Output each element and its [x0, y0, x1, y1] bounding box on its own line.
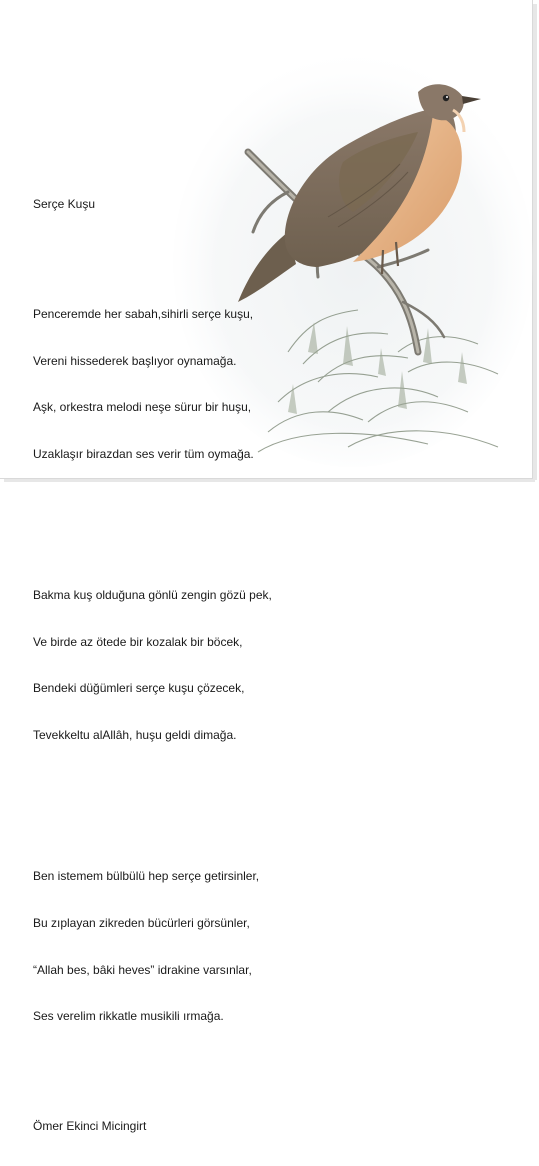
stanza-1 [33, 276, 272, 494]
poem-line: Uzaklaşır birazdan ses verir tüm oymağa. [33, 447, 254, 462]
poem-line: Bu zıplayan zikreden bücürleri görsünler, [33, 915, 250, 930]
poem-title: Serçe Kuşu [33, 197, 96, 212]
poem-line: Vereni hissederek başlıyor oynamağa. [33, 353, 237, 368]
poem-line: Ses verelim rikkatle musikili ırmağa. [33, 1009, 224, 1024]
page-shadow-bottom [4, 479, 535, 482]
poem-line: “Allah bes, bâki heves” idrakine varsınlar, [33, 962, 252, 977]
poem-author: Ömer Ekinci Micingirt [33, 1118, 147, 1133]
poem-line: Ve birde az ötede bir kozalak bir böcek, [33, 634, 243, 649]
poem-line: Tevekkeltu alAllâh, huşu geldi dimağa. [33, 728, 237, 743]
poem [33, 166, 272, 1166]
poem-line: Penceremde her sabah,sihirli serçe kuşu, [33, 306, 254, 321]
stanza-2 [33, 557, 272, 775]
poem-line: Bakma kuş olduğuna gönlü zengin gözü pek, [33, 587, 272, 602]
poem-line: Ben istemem bülbülü hep serçe getirsinler, [33, 868, 260, 883]
stanza-3 [33, 838, 272, 1056]
page-shadow-right [533, 4, 537, 480]
poem-line: Bendeki düğümleri serçe kuşu çözecek, [33, 681, 245, 696]
poem-line: Aşk, orkestra melodi neşe sürur bir huşu, [33, 400, 252, 415]
